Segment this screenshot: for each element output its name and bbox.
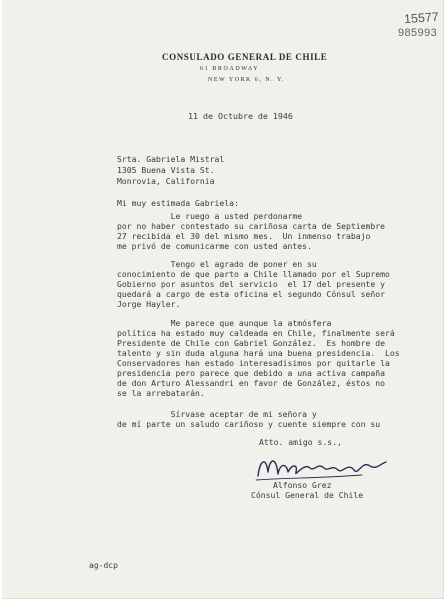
signer-title: Cónsul General de Chile: [251, 490, 364, 500]
body-line: por no haber contestado su cariñosa carta de Septiembre: [117, 221, 386, 231]
letter-page: [2, 0, 444, 599]
body-line: conocimiento de que parto a Chile llamado por el Supremo: [117, 269, 390, 279]
body-line: Jorge Hayler.: [117, 299, 181, 309]
recipient-street: 1305 Buena Vista St.: [117, 165, 215, 175]
body-line: Presidente de Chile con Gabriel González. Es hombre de: [117, 338, 386, 348]
letterhead-street: 61 BROADWAY: [200, 66, 260, 72]
body-line: Gobierno por asuntos del servicio el 17 del presente y: [117, 279, 386, 289]
body-line: política ha estado muy caldeada en Chile, finalmente será: [117, 328, 395, 338]
letter-date: 11 de Octubre de 1946: [188, 111, 293, 121]
body-line: Me parece que aunque la atmósfera: [117, 318, 332, 328]
archive-mark-code: 985993: [398, 27, 438, 39]
body-line: de mí parte un saludo cariñoso y cuente siempre con su: [117, 419, 381, 429]
body-line: 27 recibida el 30 del mismo mes. Un inmenso trabajo: [117, 231, 371, 241]
closing: Atto. amigo s.s.,: [259, 437, 342, 447]
body-line: Sírvase aceptar de mi señora y: [117, 409, 317, 419]
salutation: Mi muy estimada Gabriela:: [117, 198, 239, 208]
letterhead-city: NEW YORK 6, N. Y.: [208, 77, 286, 83]
body-line: presidencia pero parece que debido a una activa campaña: [117, 368, 386, 378]
body-line: de don Arturo Alessandri en favor de González, éstos no: [117, 378, 386, 388]
recipient-name: Srta. Gabriela Mistral: [117, 154, 225, 164]
body-line: Conservadores han estado interesadísimos por quitarle la: [117, 358, 390, 368]
body-line: Le ruego a usted perdonarme: [117, 211, 303, 221]
letterhead-title: CONSULADO GENERAL DE CHILE: [162, 52, 328, 62]
typist-initials: ag-dcp: [89, 561, 118, 570]
body-line: quedará a cargo de esta oficina el segundo Cónsul señor: [117, 289, 386, 299]
recipient-city: Monrovia, California: [117, 176, 215, 186]
signer-name: Alfonso Grez: [273, 480, 332, 490]
body-line: talento y sin duda alguna hará una buena presidencia. Los: [117, 348, 400, 358]
body-line: se la arrebatarán.: [117, 388, 205, 398]
body-line: me privó de comunicarme con usted antes.: [117, 241, 312, 251]
body-line: Tengo el agrado de poner en su: [117, 259, 317, 269]
archive-mark-number: 15577: [403, 9, 440, 27]
